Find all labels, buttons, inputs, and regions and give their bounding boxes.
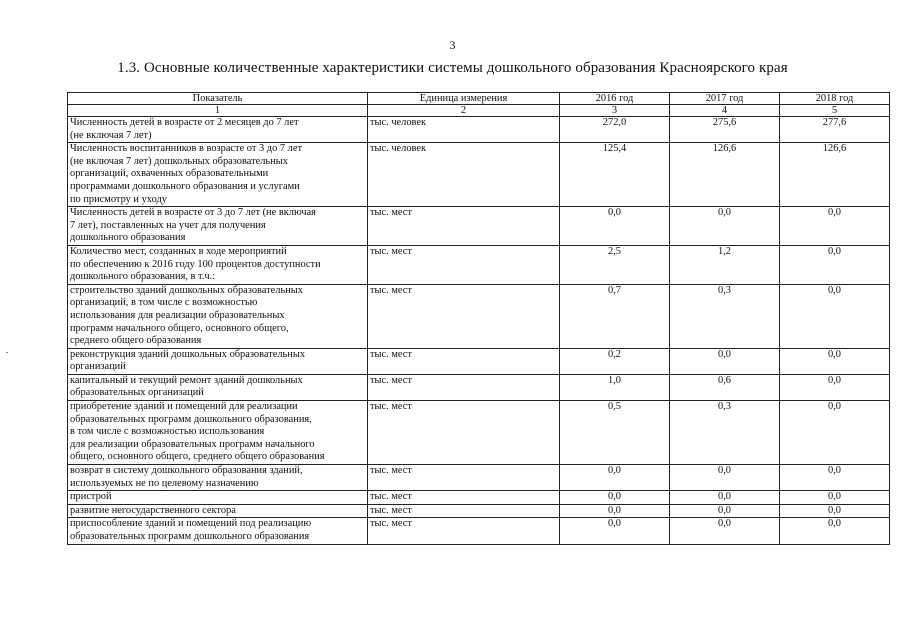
value-2018-cell: 126,6 bbox=[780, 143, 890, 207]
section-heading: 1.3. Основные количественные характеристики системы дошкольного образования Красноярского края bbox=[117, 60, 788, 76]
value-2017-cell: 1,2 bbox=[670, 245, 780, 284]
header-unit: Единица измерения bbox=[368, 93, 560, 105]
value-2018-cell: 0,0 bbox=[780, 518, 890, 544]
table-row bbox=[68, 374, 890, 400]
value-2016-cell: 125,4 bbox=[560, 143, 670, 207]
column-number-row bbox=[68, 105, 890, 117]
value-2017-cell: 0,0 bbox=[670, 491, 780, 505]
value-2018-cell: 0,0 bbox=[780, 374, 890, 400]
value-2018-cell: 0,0 bbox=[780, 465, 890, 491]
indicator-cell: капитальный и текущий ремонт зданий дошкольных образовательных организаций bbox=[68, 374, 368, 400]
header-2017: 2017 год bbox=[670, 93, 780, 105]
table-row bbox=[68, 245, 890, 284]
value-2016-cell: 0,7 bbox=[560, 284, 670, 348]
value-2017-cell: 0,0 bbox=[670, 207, 780, 246]
table-row bbox=[68, 504, 890, 518]
value-2016-cell: 0,0 bbox=[560, 491, 670, 505]
table-row bbox=[68, 117, 890, 143]
table-row bbox=[68, 143, 890, 207]
header-indicator: Показатель bbox=[68, 93, 368, 105]
indicator-cell: строительство зданий дошкольных образовательных организаций, в том числе с возможностью использования для реализации образовательных программ начального общего, основного общего, среднего общего образования bbox=[68, 284, 368, 348]
unit-cell: тыс. мест bbox=[368, 518, 560, 544]
table-row bbox=[68, 518, 890, 544]
margin-mark bbox=[6, 352, 8, 353]
value-2018-cell: 0,0 bbox=[780, 348, 890, 374]
value-2016-cell: 0,0 bbox=[560, 504, 670, 518]
value-2017-cell: 0,0 bbox=[670, 465, 780, 491]
value-2016-cell: 0,0 bbox=[560, 518, 670, 544]
value-2017-cell: 0,3 bbox=[670, 284, 780, 348]
value-2018-cell: 0,0 bbox=[780, 491, 890, 505]
unit-cell: тыс. человек bbox=[368, 117, 560, 143]
unit-cell: тыс. мест bbox=[368, 491, 560, 505]
value-2016-cell: 2,5 bbox=[560, 245, 670, 284]
unit-cell: тыс. мест bbox=[368, 374, 560, 400]
indicator-cell: Численность детей в возрасте от 3 до 7 лет (не включая 7 лет), поставленных на учет для получения дошкольного образования bbox=[68, 207, 368, 246]
value-2018-cell: 0,0 bbox=[780, 207, 890, 246]
table-row bbox=[68, 207, 890, 246]
value-2017-cell: 0,0 bbox=[670, 518, 780, 544]
value-2017-cell: 0,0 bbox=[670, 504, 780, 518]
indicator-cell: Численность детей в возрасте от 2 месяцев до 7 лет (не включая 7 лет) bbox=[68, 117, 368, 143]
table-row bbox=[68, 348, 890, 374]
indicator-cell: развитие негосударственного сектора bbox=[68, 504, 368, 518]
value-2016-cell: 0,0 bbox=[560, 207, 670, 246]
value-2017-cell: 126,6 bbox=[670, 143, 780, 207]
header-2018: 2018 год bbox=[780, 93, 890, 105]
characteristics-table bbox=[67, 92, 890, 545]
indicator-cell: приобретение зданий и помещений для реализации образовательных программ дошкольного образования, в том числе с возможностью использования для реализации образовательных программ начального общего, основного общего, среднего общего образования bbox=[68, 401, 368, 465]
indicator-cell: пристрой bbox=[68, 491, 368, 505]
indicator-cell: возврат в систему дошкольного образования зданий, используемых не по целевому назначению bbox=[68, 465, 368, 491]
table-header-row bbox=[68, 93, 890, 105]
table-row bbox=[68, 491, 890, 505]
value-2018-cell: 0,0 bbox=[780, 401, 890, 465]
unit-cell: тыс. мест bbox=[368, 401, 560, 465]
column-number: 5 bbox=[780, 105, 890, 117]
value-2018-cell: 277,6 bbox=[780, 117, 890, 143]
value-2016-cell: 272,0 bbox=[560, 117, 670, 143]
indicator-cell: реконструкция зданий дошкольных образовательных организаций bbox=[68, 348, 368, 374]
value-2017-cell: 0,3 bbox=[670, 401, 780, 465]
indicator-cell: приспособление зданий и помещений под реализацию образовательных программ дошкольного образования bbox=[68, 518, 368, 544]
value-2016-cell: 1,0 bbox=[560, 374, 670, 400]
value-2016-cell: 0,2 bbox=[560, 348, 670, 374]
header-2016: 2016 год bbox=[560, 93, 670, 105]
value-2016-cell: 0,5 bbox=[560, 401, 670, 465]
unit-cell: тыс. мест bbox=[368, 465, 560, 491]
column-number: 1 bbox=[68, 105, 368, 117]
column-number: 3 bbox=[560, 105, 670, 117]
value-2018-cell: 0,0 bbox=[780, 284, 890, 348]
value-2018-cell: 0,0 bbox=[780, 504, 890, 518]
indicator-cell: Численность воспитанников в возрасте от 3 до 7 лет (не включая 7 лет) дошкольных образовательных организаций, охваченных образовательными программами дошкольного образования и услугами по присмотру и уходу bbox=[68, 143, 368, 207]
unit-cell: тыс. мест bbox=[368, 504, 560, 518]
table-row bbox=[68, 401, 890, 465]
value-2017-cell: 275,6 bbox=[670, 117, 780, 143]
table-row bbox=[68, 284, 890, 348]
column-number: 2 bbox=[368, 105, 560, 117]
value-2017-cell: 0,6 bbox=[670, 374, 780, 400]
unit-cell: тыс. мест bbox=[368, 207, 560, 246]
unit-cell: тыс. мест bbox=[368, 245, 560, 284]
value-2016-cell: 0,0 bbox=[560, 465, 670, 491]
unit-cell: тыс. мест bbox=[368, 348, 560, 374]
unit-cell: тыс. мест bbox=[368, 284, 560, 348]
indicator-cell: Количество мест, созданных в ходе мероприятий по обеспечению к 2016 году 100 процентов доступности дошкольного образования, в т.ч.: bbox=[68, 245, 368, 284]
table-body bbox=[68, 117, 890, 545]
page-number: 3 bbox=[449, 38, 456, 52]
value-2017-cell: 0,0 bbox=[670, 348, 780, 374]
unit-cell: тыс. человек bbox=[368, 143, 560, 207]
column-number: 4 bbox=[670, 105, 780, 117]
value-2018-cell: 0,0 bbox=[780, 245, 890, 284]
table-row bbox=[68, 465, 890, 491]
